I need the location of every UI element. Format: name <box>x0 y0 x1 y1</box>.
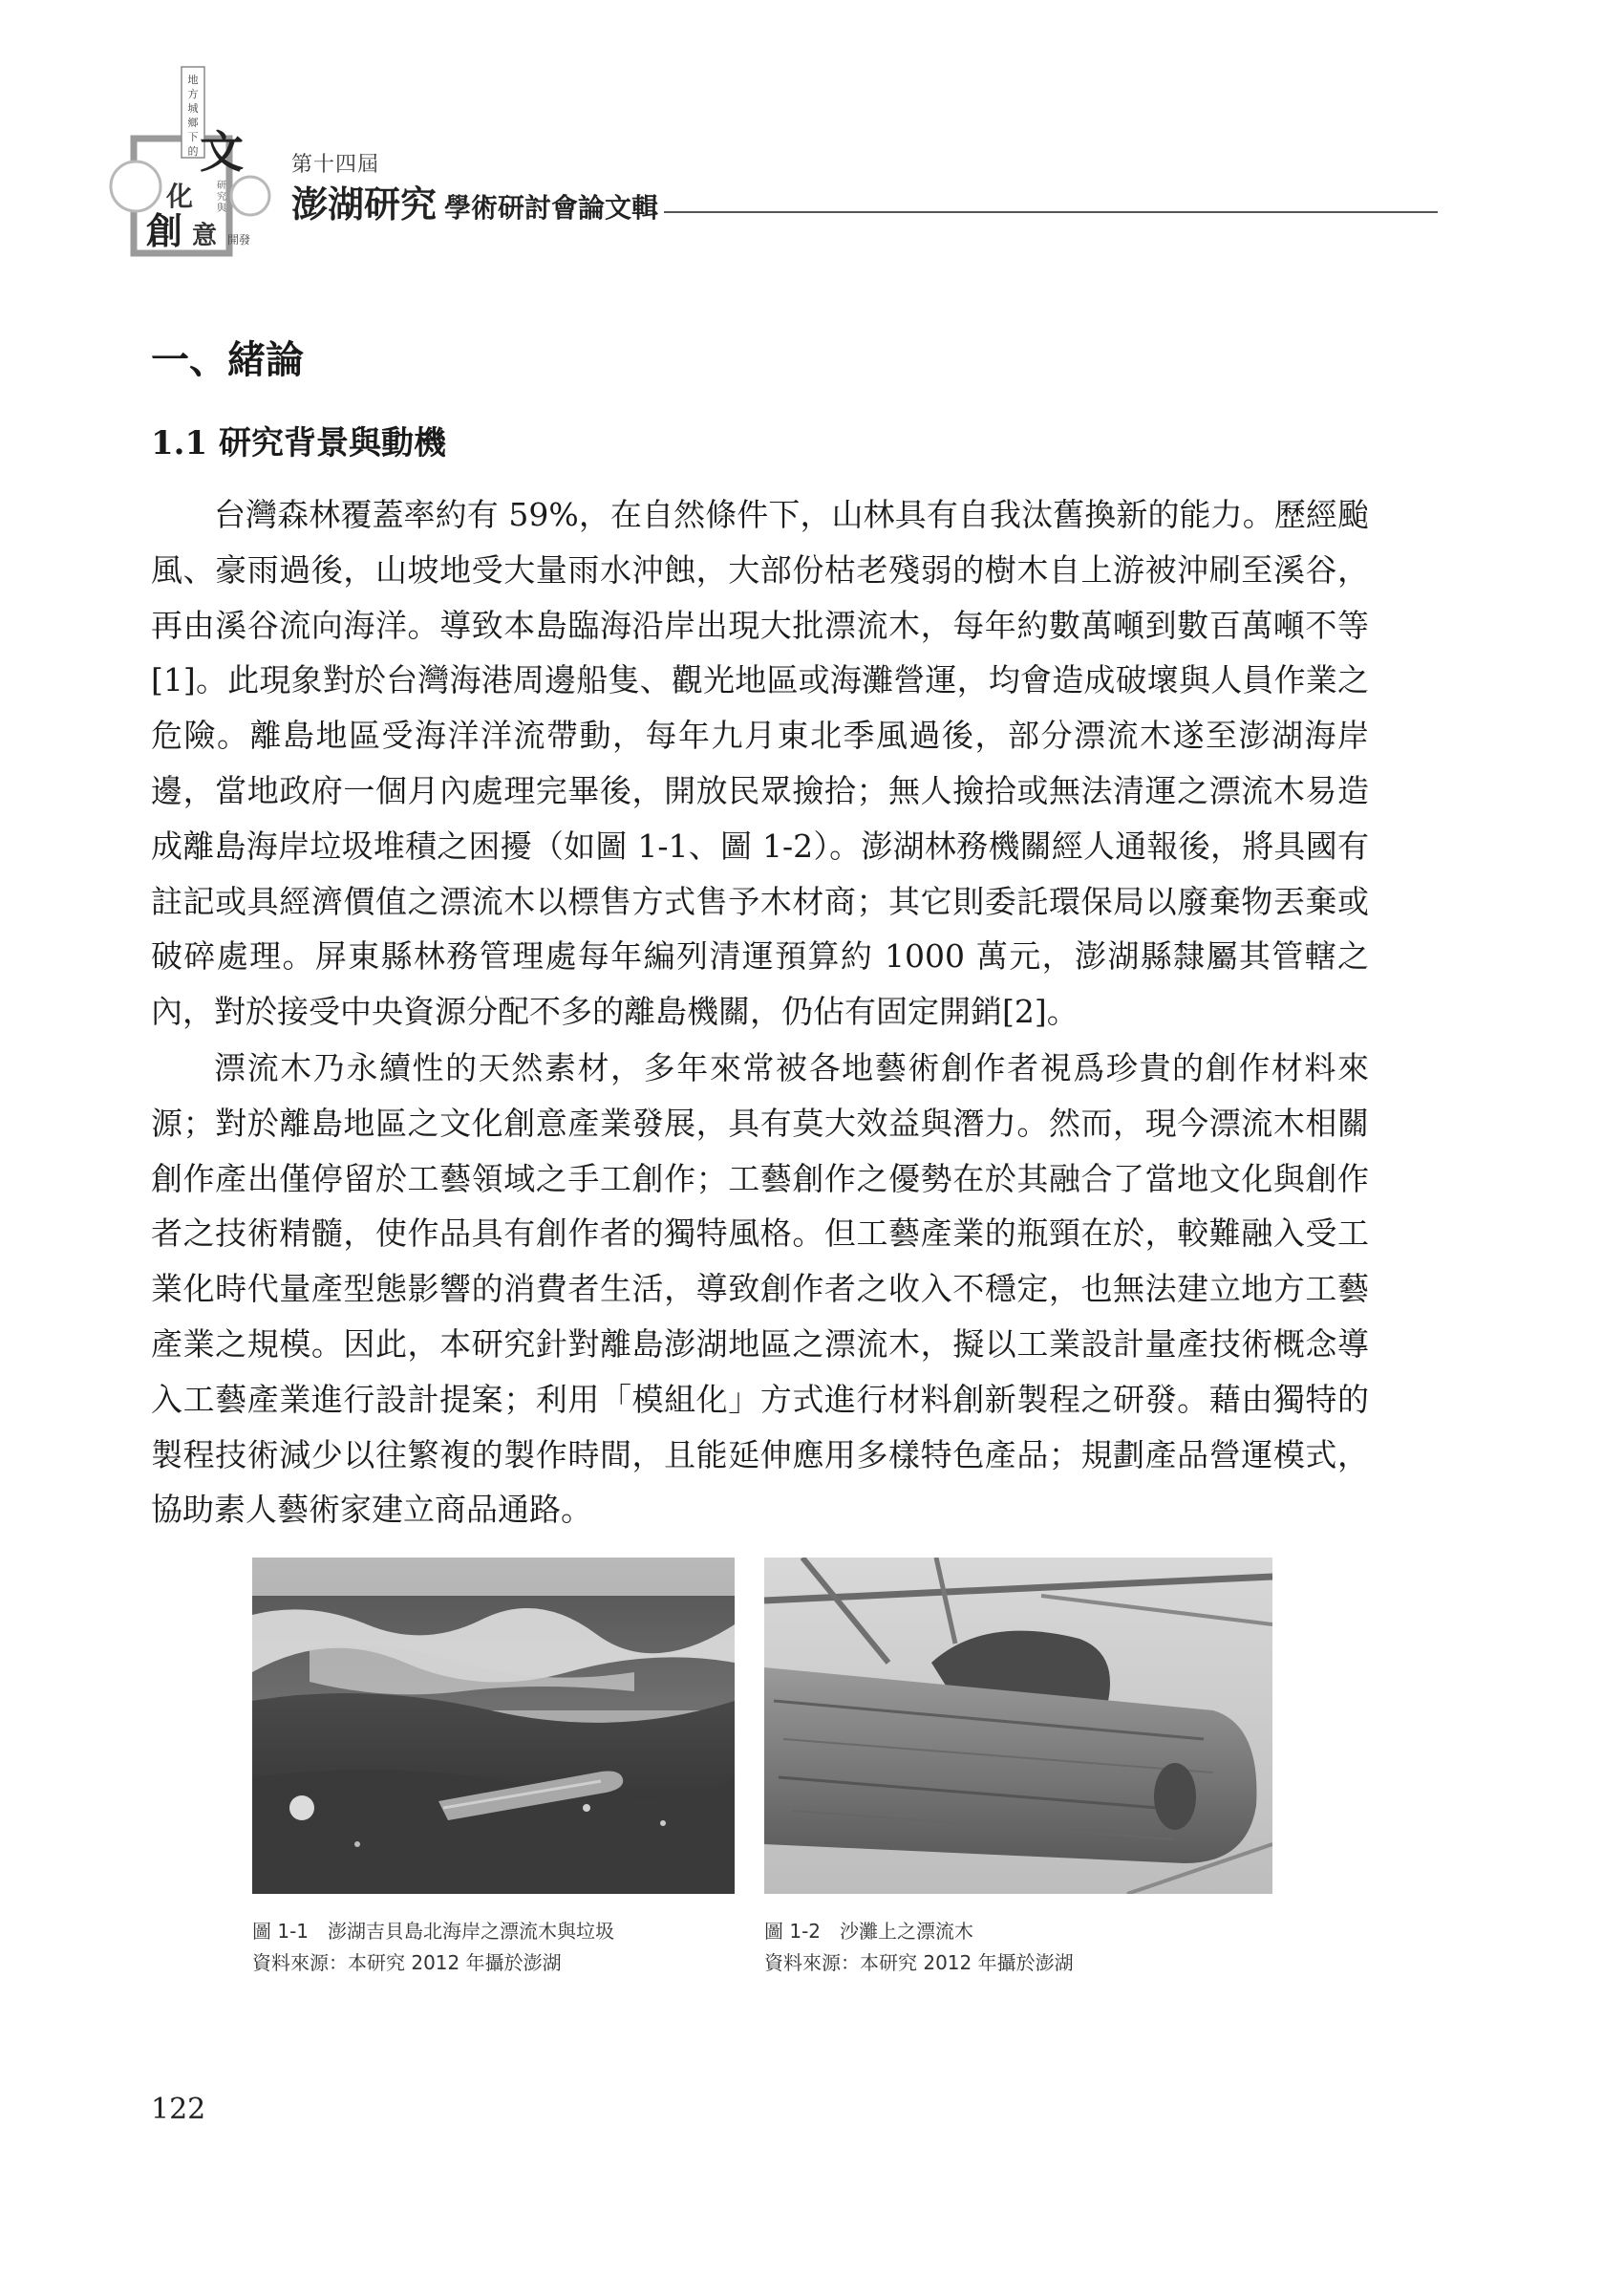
section-heading: 一、緒論 <box>151 337 304 382</box>
figure-1-2-source: 資料來源：本研究 2012 年攝於澎湖 <box>764 1951 1074 1974</box>
svg-text:開發: 開發 <box>226 233 251 247</box>
publication-title-main: 澎湖研究 <box>291 183 438 226</box>
svg-text:化: 化 <box>165 181 194 212</box>
figure-1-2-photo <box>764 1558 1272 1894</box>
body-paragraph-2: 漂流木乃永續性的天然素材，多年來常被各地藝術創作者視爲珍貴的創作材料來源；對於離島地區之文化創意產業發展，具有莫大效益與潛力。然而，現今漂流木相關創作產出僅停留於工藝領域之手工創作；工藝創作之優勢在於其融合了當地文化與創作者之技術精髓，使作品具有創作者的獨特風格。但工藝產業的瓶頸在於，較難融入受工業化時代量產型態影響的消費者生活，導致創作者之收入不穩定，也無法建立地方工藝產業之規模。因此，本研究針對離島澎湖地區之漂流木，擬以工業設計量產技術概念導入工藝產業進行設計提案；利用「模組化」方式進行材料創新製程之研發。藉由獨特的製程技術減少以往繁複的製作時間，且能延伸應用多樣特色產品；規劃產品營運模式，協助素人藝術家建立商品通路。 <box>151 1049 1369 1529</box>
svg-text:與: 與 <box>217 204 226 214</box>
svg-text:城: 城 <box>187 102 199 115</box>
publication-title-sub: 學術研討會論文輯 <box>444 192 659 224</box>
svg-text:研: 研 <box>217 181 226 191</box>
subsection-heading: 1.1 研究背景與動機 <box>151 424 446 462</box>
figure-1-1-caption <box>252 1916 614 1979</box>
svg-text:鄉: 鄉 <box>187 117 199 129</box>
running-header <box>105 53 1442 272</box>
page-number: 122 <box>151 2093 206 2126</box>
body-paragraph-1: 台灣森林覆蓋率約有 59%，在自然條件下，山林具有自我汰舊換新的能力。歷經颱風、豪雨過後，山坡地受大量雨水沖蝕，大部份枯老殘弱的樹木自上游被沖刷至溪谷，再由溪谷流向海洋。導致本島臨海沿岸出現大批漂流木，每年約數萬噸到數百萬噸不等[1]。此現象對於台灣海港周邊船隻、觀光地區或海灘營運，均會造成破壞與人員作業之危險。離島地區受海洋洋流帶動，每年九月東北季風過後，部分漂流木遂至澎湖海岸邊，當地政府一個月內處理完畢後，開放民眾撿拾；無人撿拾或無法清運之漂流木易造成離島海岸垃圾堆積之困擾（如圖 1-1、圖 1-2）。澎湖林務機關經人通報後，將具國有註記或具經濟價值之漂流木以標售方式售予木材商；其它則委託環保局以廢棄物丟棄或破碎處理。屏東縣林務管理處每年編列清運預算約 1000 萬元，澎湖縣隸屬其管轄之內，對於接受中央資源分配不多的離島機關，仍佔有固定開銷[2]。 <box>151 496 1369 1031</box>
svg-text:文: 文 <box>200 126 244 178</box>
figure-1-2-title: 圖 1-2 沙灘上之漂流木 <box>764 1920 974 1943</box>
header-rule <box>664 211 1438 213</box>
svg-text:意: 意 <box>191 222 218 250</box>
figure-1-1-title: 圖 1-1 澎湖吉貝島北海岸之漂流木與垃圾 <box>252 1920 615 1943</box>
svg-text:方: 方 <box>187 88 199 100</box>
svg-text:創: 創 <box>145 209 183 252</box>
svg-text:的: 的 <box>187 145 199 158</box>
svg-text:下: 下 <box>187 131 199 143</box>
conference-logo <box>105 53 287 272</box>
figure-1-1-source: 資料來源：本研究 2012 年攝於澎湖 <box>252 1951 562 1974</box>
figure-1-1-photo <box>252 1558 735 1894</box>
figure-1-2-caption <box>764 1916 1074 1979</box>
edition-label: 第十四屆 <box>291 153 380 177</box>
svg-text:地: 地 <box>187 74 199 86</box>
svg-text:究: 究 <box>217 192 226 203</box>
publication-title <box>291 175 658 227</box>
